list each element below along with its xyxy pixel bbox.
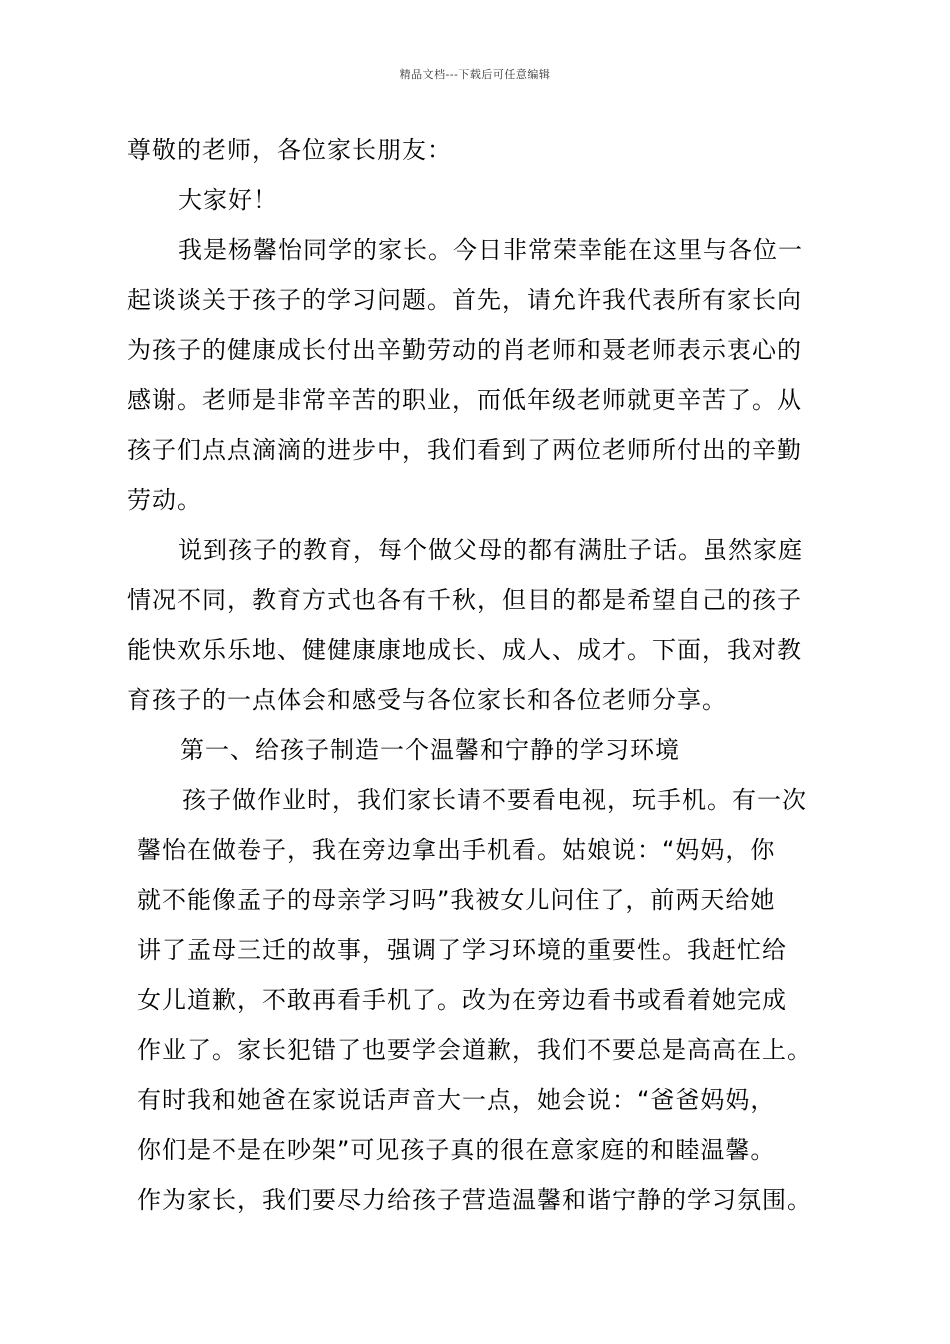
section-heading: 第一、给孩子制造一个温馨和宁静的学习环境 [180,736,680,764]
paragraph-line: 说到孩子的教育，每个做父母的都有满肚子话。虽然家庭 [178,536,803,564]
paragraph-line: 劳动。 [127,486,202,514]
paragraph-line: 情况不同，教育方式也各有千秋，但目的都是希望自己的孩子 [127,586,802,614]
paragraph-line: 感谢。老师是非常辛苦的职业，而低年级老师就更辛苦了。从 [127,386,802,414]
paragraph-line: 孩子做作业时，我们家长请不要看电视，玩手机。有一次 [182,786,807,814]
paragraph-line: 女儿道歉，不敢再看手机了。改为在旁边看书或看着她完成 [137,986,787,1014]
paragraph-line: 为孩子的健康成长付出辛勤劳动的肖老师和聂老师表示衷心的 [127,336,802,364]
paragraph-line: 我是杨馨怡同学的家长。今日非常荣幸能在这里与各位一 [178,236,803,264]
paragraph-line: 能快欢乐乐地、健健康康地成长、成人、成才。下面，我对教 [127,636,802,664]
paragraph-line: 你们是不是在吵架”可见孩子真的很在意家庭的和睦温馨。 [137,1136,776,1164]
paragraph-line: 馨怡在做卷子，我在旁边拿出手机看。姑娘说：“妈妈，你 [137,836,776,864]
paragraph-line: 讲了孟母三迁的故事，强调了学习环境的重要性。我赶忙给 [137,936,787,964]
paragraph-line: 起谈谈关于孩子的学习问题。首先，请允许我代表所有家长向 [127,286,802,314]
paragraph-line: 有时我和她爸在家说话声音大一点，她会说：“爸爸妈妈， [137,1086,776,1114]
document-header: 精品文档---下载后可任意编辑 [399,68,551,81]
paragraph-line: 就不能像孟子的母亲学习吗”我被女儿问住了，前两天给她 [137,886,776,914]
paragraph-line: 育孩子的一点体会和感受与各位家长和各位老师分享。 [127,686,727,714]
salutation-line: 尊敬的老师，各位家长朋友： [127,136,452,164]
paragraph-line: 孩子们点点滴滴的进步中，我们看到了两位老师所付出的辛勤 [127,436,802,464]
greeting-line: 大家好！ [178,186,278,214]
paragraph-line: 作为家长，我们要尽力给孩子营造温馨和谐宁静的学习氛围。 [137,1186,812,1214]
paragraph-line: 作业了。家长犯错了也要学会道歉，我们不要总是高高在上。 [137,1036,812,1064]
